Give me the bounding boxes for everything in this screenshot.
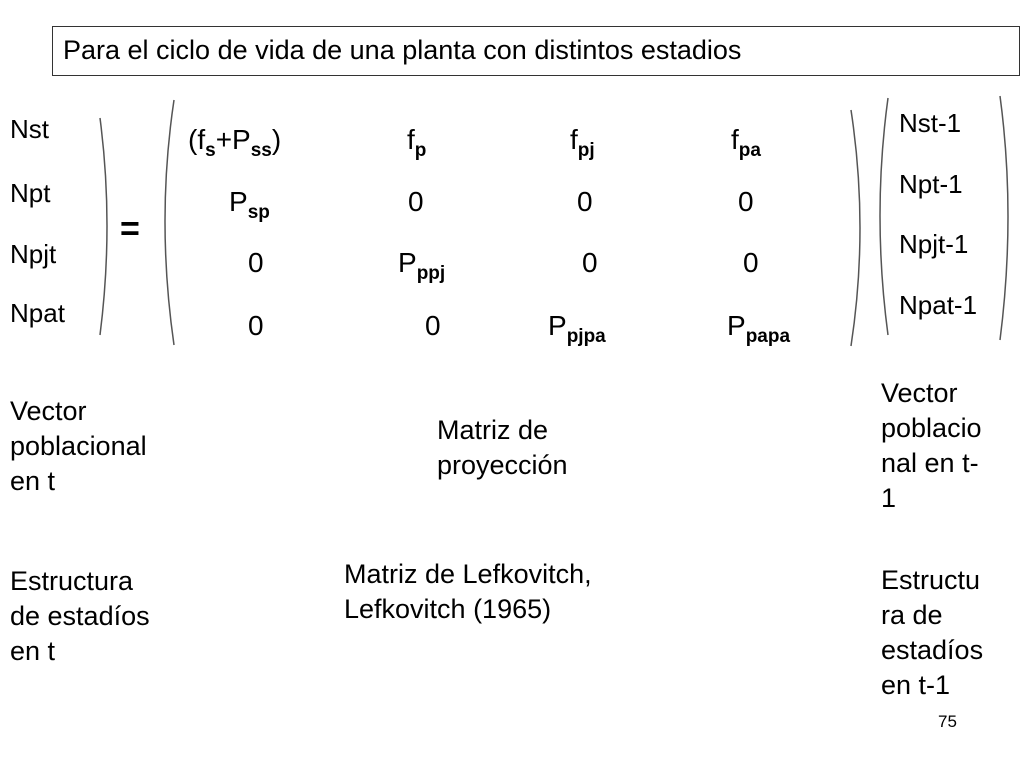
vector-t1-right-bracket (1000, 96, 1008, 340)
matrix-cell: 0 (248, 310, 264, 341)
matrix-cell: $P_{pjpa}$ (548, 310, 606, 347)
slide-title: Para el ciclo de vida de una planta con distintos estadios (63, 35, 742, 65)
equals-sign: = (120, 210, 140, 248)
matrix-right-bracket (851, 110, 860, 346)
vector-t1-left-bracket (880, 98, 888, 335)
matrix-cell: 0 (408, 186, 424, 217)
page-number: 75 (938, 712, 957, 731)
matrix-cell: $P_{papa}$ (727, 310, 791, 347)
vector-t1-label: Vector poblacio nal en t- 1 (881, 378, 982, 513)
matrix-cell: 0 (248, 247, 264, 278)
vector-t-right-bracket (100, 118, 107, 335)
matrix-cell: $f_p$ (407, 124, 427, 161)
matrix-cell: 0 (582, 247, 598, 278)
matrix-cell: $P_{sp}$ (229, 186, 270, 223)
matrix-label: Matriz de proyección (437, 415, 568, 480)
structure-t1-label: Estructu ra de estadíos en t-1 (881, 565, 984, 700)
vector-t-entry: Npt (10, 178, 51, 208)
matrix-cell: $P_{ppj}$ (398, 247, 446, 284)
vector-t-entry: Nst (10, 114, 49, 144)
vector-t-label: Vector poblacional en t (10, 396, 147, 496)
structure-t-label: Estructura de estadíos en t (10, 566, 150, 666)
matrix-cell: $f_{pj}$ (570, 124, 595, 161)
vector-t-entry: Npjt (10, 239, 57, 269)
vector-t1-entry: Npt-1 (899, 169, 963, 199)
matrix-cell: 0 (425, 310, 441, 341)
matrix-left-bracket (165, 100, 174, 345)
vector-t1-entry: Nst-1 (899, 108, 962, 138)
matrix-cell: 0 (577, 186, 593, 217)
vector-t1-entry: Npat-1 (899, 290, 978, 320)
matrix-cell: 0 (738, 186, 754, 217)
matrix-cell: $(f_s+P_{ss})$ (188, 124, 282, 161)
matrix-cell: $f_{pa}$ (731, 124, 761, 161)
lefkovitch-label: Matriz de Lefkovitch, Lefkovitch (1965) (344, 559, 592, 624)
vector-t1-entry: Npjt-1 (899, 229, 969, 259)
vector-t-entry: Npat (10, 298, 65, 328)
matrix-cell: 0 (743, 247, 759, 278)
